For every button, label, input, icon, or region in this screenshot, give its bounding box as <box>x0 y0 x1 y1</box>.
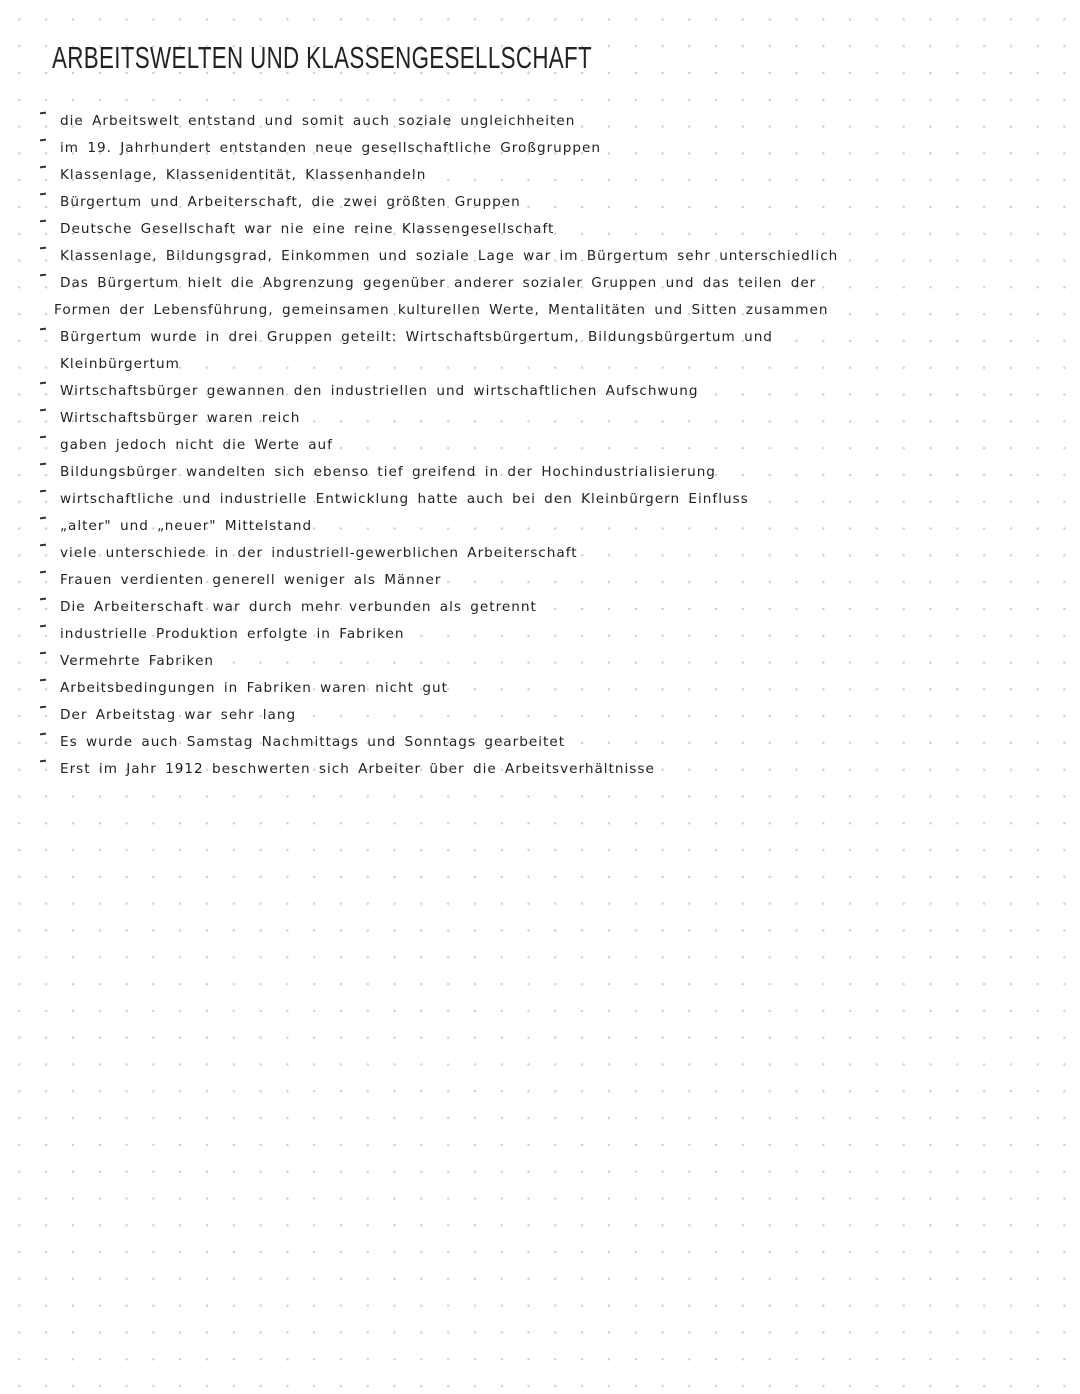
note-text: Arbeitsbedingungen in Fabriken waren nicht gut <box>60 680 448 696</box>
note-text: Formen der Lebensführung, gemeinsamen kulturellen Werte, Mentalitäten und Sitten zusammen <box>54 302 829 318</box>
dash-bullet-icon <box>40 193 46 196</box>
note-line <box>0 405 1040 432</box>
note-line <box>0 189 1040 216</box>
note-text: Wirtschaftsbürger waren reich <box>60 410 301 426</box>
dash-bullet-icon <box>40 220 46 223</box>
dash-bullet-icon <box>40 625 46 628</box>
note-text: Frauen verdienten generell weniger als Männer <box>60 572 442 588</box>
dash-bullet-icon <box>40 382 46 385</box>
note-line <box>0 567 1040 594</box>
note-text: „alter" und „neuer" Mittelstand <box>60 518 313 534</box>
note-line <box>0 297 1040 324</box>
dash-bullet-icon <box>40 760 46 763</box>
note-text: die Arbeitswelt entstand und somit auch soziale ungleichheiten <box>60 113 576 129</box>
dash-bullet-icon <box>40 247 46 250</box>
note-line <box>0 324 1040 351</box>
dash-bullet-icon <box>40 490 46 493</box>
dash-bullet-icon <box>40 598 46 601</box>
note-line <box>0 378 1040 405</box>
note-line <box>0 351 1040 378</box>
dash-bullet-icon <box>40 679 46 682</box>
note-text: Klassenlage, Bildungsgrad, Einkommen und soziale Lage war im Bürgertum sehr unterschiedlich <box>60 248 839 264</box>
dash-bullet-icon <box>40 544 46 547</box>
dash-bullet-icon <box>40 733 46 736</box>
note-text: Es wurde auch Samstag Nachmittags und Sonntags gearbeitet <box>60 734 566 750</box>
note-line <box>0 243 1040 270</box>
note-text: Bürgertum wurde in drei Gruppen geteilt: Wirtschaftsbürgertum, Bildungsbürgertum und <box>60 329 773 345</box>
note-line <box>0 108 1040 135</box>
note-line <box>0 216 1040 243</box>
note-text: Die Arbeiterschaft war durch mehr verbunden als getrennt <box>60 599 537 615</box>
note-line <box>0 648 1040 675</box>
note-text: Bildungsbürger wandelten sich ebenso tief greifend in der Hochindustrialisierung <box>60 464 716 480</box>
note-text: gaben jedoch nicht die Werte auf <box>60 437 333 453</box>
note-text: Erst im Jahr 1912 beschwerten sich Arbeiter über die Arbeitsverhältnisse <box>60 761 655 777</box>
note-text: Klassenlage, Klassenidentität, Klassenhandeln <box>60 167 427 183</box>
note-line <box>0 513 1040 540</box>
note-line <box>0 432 1040 459</box>
dash-bullet-icon <box>40 328 46 331</box>
note-line <box>0 756 1040 783</box>
dash-bullet-icon <box>40 436 46 439</box>
note-line <box>0 459 1040 486</box>
note-line <box>0 621 1040 648</box>
note-line <box>0 486 1040 513</box>
page-title: ARBEITSWELTEN UND KLASSENGESELLSCHAFT <box>52 40 593 75</box>
dash-bullet-icon <box>40 517 46 520</box>
note-text: Der Arbeitstag war sehr lang <box>60 707 297 723</box>
note-line <box>0 702 1040 729</box>
note-text: Wirtschaftsbürger gewannen den industriellen und wirtschaftlichen Aufschwung <box>60 383 699 399</box>
note-text: wirtschaftliche und industrielle Entwicklung hatte auch bei den Kleinbürgern Einfluss <box>60 491 749 507</box>
dash-bullet-icon <box>40 166 46 169</box>
dash-bullet-icon <box>40 112 46 115</box>
note-line <box>0 675 1040 702</box>
note-line <box>0 540 1040 567</box>
note-text: im 19. Jahrhundert entstanden neue gesellschaftliche Großgruppen <box>60 140 602 156</box>
dash-bullet-icon <box>40 139 46 142</box>
notes-list <box>0 108 1080 783</box>
note-text: viele unterschiede in der industriell-gewerblichen Arbeiterschaft <box>60 545 578 561</box>
dash-bullet-icon <box>40 274 46 277</box>
note-text: Kleinbürgertum <box>60 356 180 372</box>
note-text: Vermehrte Fabriken <box>60 653 215 669</box>
dash-bullet-icon <box>40 571 46 574</box>
dash-bullet-icon <box>40 652 46 655</box>
note-text: Das Bürgertum hielt die Abgrenzung gegenüber anderer sozialer Gruppen und das teilen der <box>60 275 817 291</box>
dash-bullet-icon <box>40 706 46 709</box>
note-line <box>0 594 1040 621</box>
dash-bullet-icon <box>40 463 46 466</box>
note-line <box>0 135 1040 162</box>
note-text: Deutsche Gesellschaft war nie eine reine Klassengesellschaft <box>60 221 555 237</box>
note-text: industrielle Produktion erfolgte in Fabriken <box>60 626 405 642</box>
note-line <box>0 270 1040 297</box>
note-line <box>0 729 1040 756</box>
note-text: Bürgertum und Arbeiterschaft, die zwei größten Gruppen <box>60 194 521 210</box>
dash-bullet-icon <box>40 409 46 412</box>
note-line <box>0 162 1040 189</box>
